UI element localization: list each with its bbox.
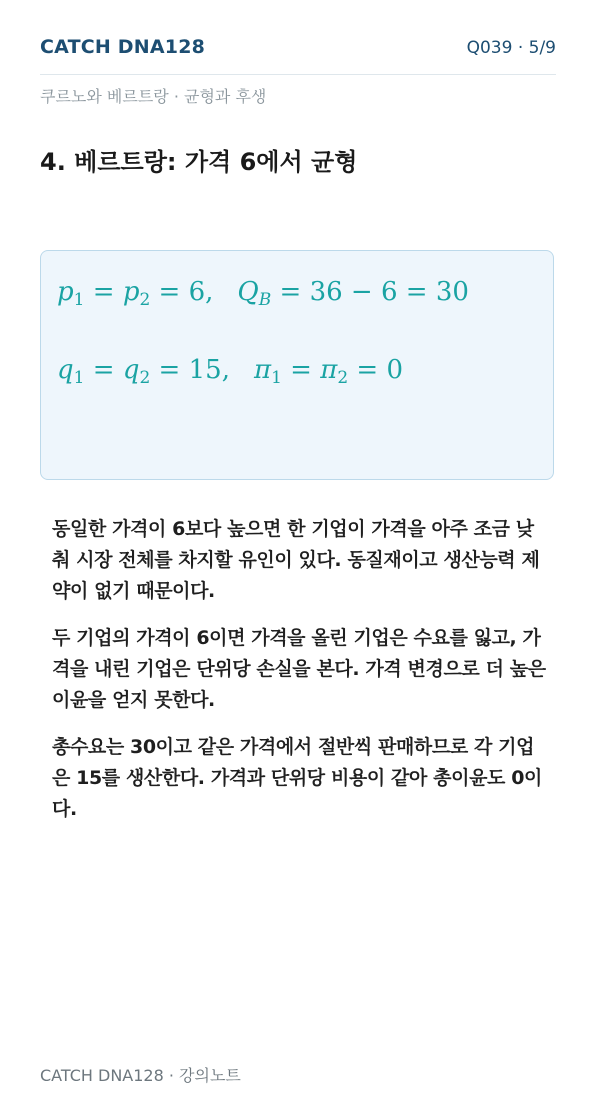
formula-line-quantities: $q_1 = q_2 = 15$, $\pi_1 = \pi_2 = 0$ — [57, 355, 403, 388]
section-title: 4. 베르트랑: 가격 6에서 균형 — [40, 148, 358, 176]
explanation-paragraph-3: 총수요는 30이고 같은 가격에서 절반씩 판매하므로 각 기업은 15를 생산한다. 가격과 단위당 비용이 같아 총이윤도 0이다. — [52, 736, 542, 820]
explanation-paragraph-1: 동일한 가격이 6보다 높으면 한 기업이 가격을 아주 조금 낮춰 시장 전체를 차지할 유인이 있다. 동질재이고 생산능력 제약이 없기 때문이다. — [52, 518, 540, 602]
page-footer: CATCH DNA128 · 강의노트 — [40, 1066, 241, 1085]
formula-box — [40, 250, 554, 480]
page-subtitle: 쿠르노와 베르트랑 · 균형과 후생 — [40, 87, 267, 106]
page-header — [40, 36, 556, 75]
question-counter: Q039 · 5/9 — [466, 38, 556, 58]
brand-title: CATCH DNA128 — [40, 36, 206, 58]
formula-line-prices: $p_1 = p_2 = 6$, $Q_B = 36 - 6 = 30$ — [57, 277, 469, 310]
explanation-paragraph-2: 두 기업의 가격이 6이면 가격을 올린 기업은 수요를 잃고, 가격을 내린 기업은 단위당 손실을 본다. 가격 변경으로 더 높은 이윤을 얻지 못한다. — [52, 627, 546, 711]
